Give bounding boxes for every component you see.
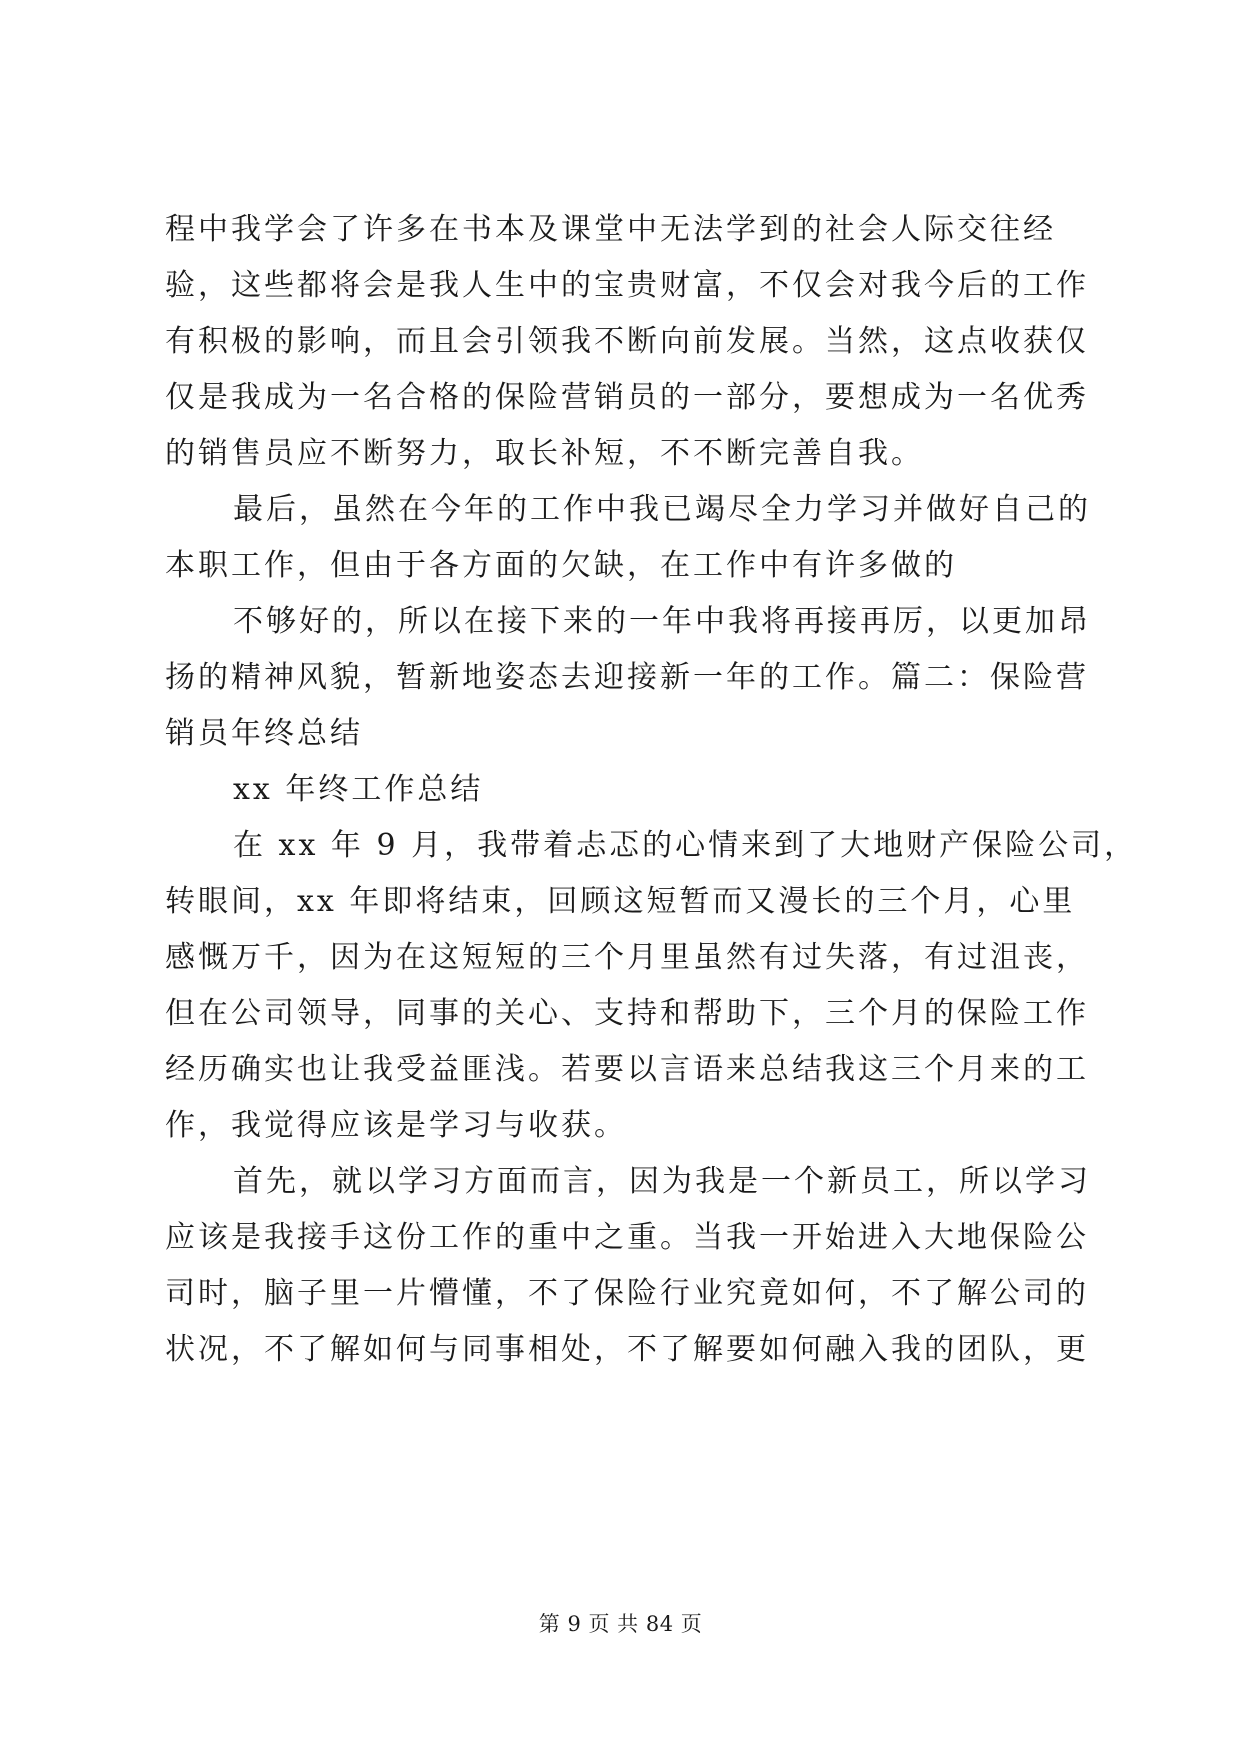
text-line: 作，我觉得应该是学习与收获。 [165,1108,627,1143]
text-line: 本职工作，但由于各方面的欠缺，在工作中有许多做的 [165,548,957,583]
text-line: 感慨万千，因为在这短短的三个月里虽然有过失落，有过沮丧， [165,940,1089,975]
page-number-footer: 第 9 页 共 84 页 [538,1612,703,1636]
text-line: 程中我学会了许多在书本及课堂中无法学到的社会人际交往经 [165,212,1056,247]
text-line: 的销售员应不断努力，取长补短，不不断完善自我。 [165,436,924,471]
text-line: 验，这些都将会是我人生中的宝贵财富，不仅会对我今后的工作 [165,268,1089,303]
text-line: 最后，虽然在今年的工作中我已竭尽全力学习并做好自己的 [233,492,1091,527]
text-line: 但在公司领导，同事的关心、支持和帮助下，三个月的保险工作 [165,996,1089,1031]
text-line: 状况，不了解如何与同事相处，不了解要如何融入我的团队，更 [165,1332,1089,1367]
text-line: 在 xx 年 9 月，我带着忐忑的心情来到了大地财产保险公司， [233,828,1138,863]
text-line: 有积极的影响，而且会引领我不断向前发展。当然，这点收获仅 [165,324,1089,359]
text-line: 转眼间，xx 年即将结束，回顾这短暂而又漫长的三个月，心里 [165,884,1076,919]
text-line: 应该是我接手这份工作的重中之重。当我一开始进入大地保险公 [165,1220,1089,1255]
text-line: 不够好的，所以在接下来的一年中我将再接再厉，以更加昂 [233,604,1091,639]
section-heading: xx 年终工作总结 [233,772,484,807]
text-line: 首先，就以学习方面而言，因为我是一个新员工，所以学习 [233,1164,1091,1199]
text-line: 经历确实也让我受益匪浅。若要以言语来总结我这三个月来的工 [165,1052,1089,1087]
text-line: 仅是我成为一名合格的保险营销员的一部分，要想成为一名优秀 [165,380,1089,415]
text-line: 销员年终总结 [165,716,363,751]
text-line: 扬的精神风貌，暂新地姿态去迎接新一年的工作。篇二：保险营 [165,660,1089,695]
text-line: 司时，脑子里一片懵懂，不了保险行业究竟如何，不了解公司的 [165,1276,1089,1311]
